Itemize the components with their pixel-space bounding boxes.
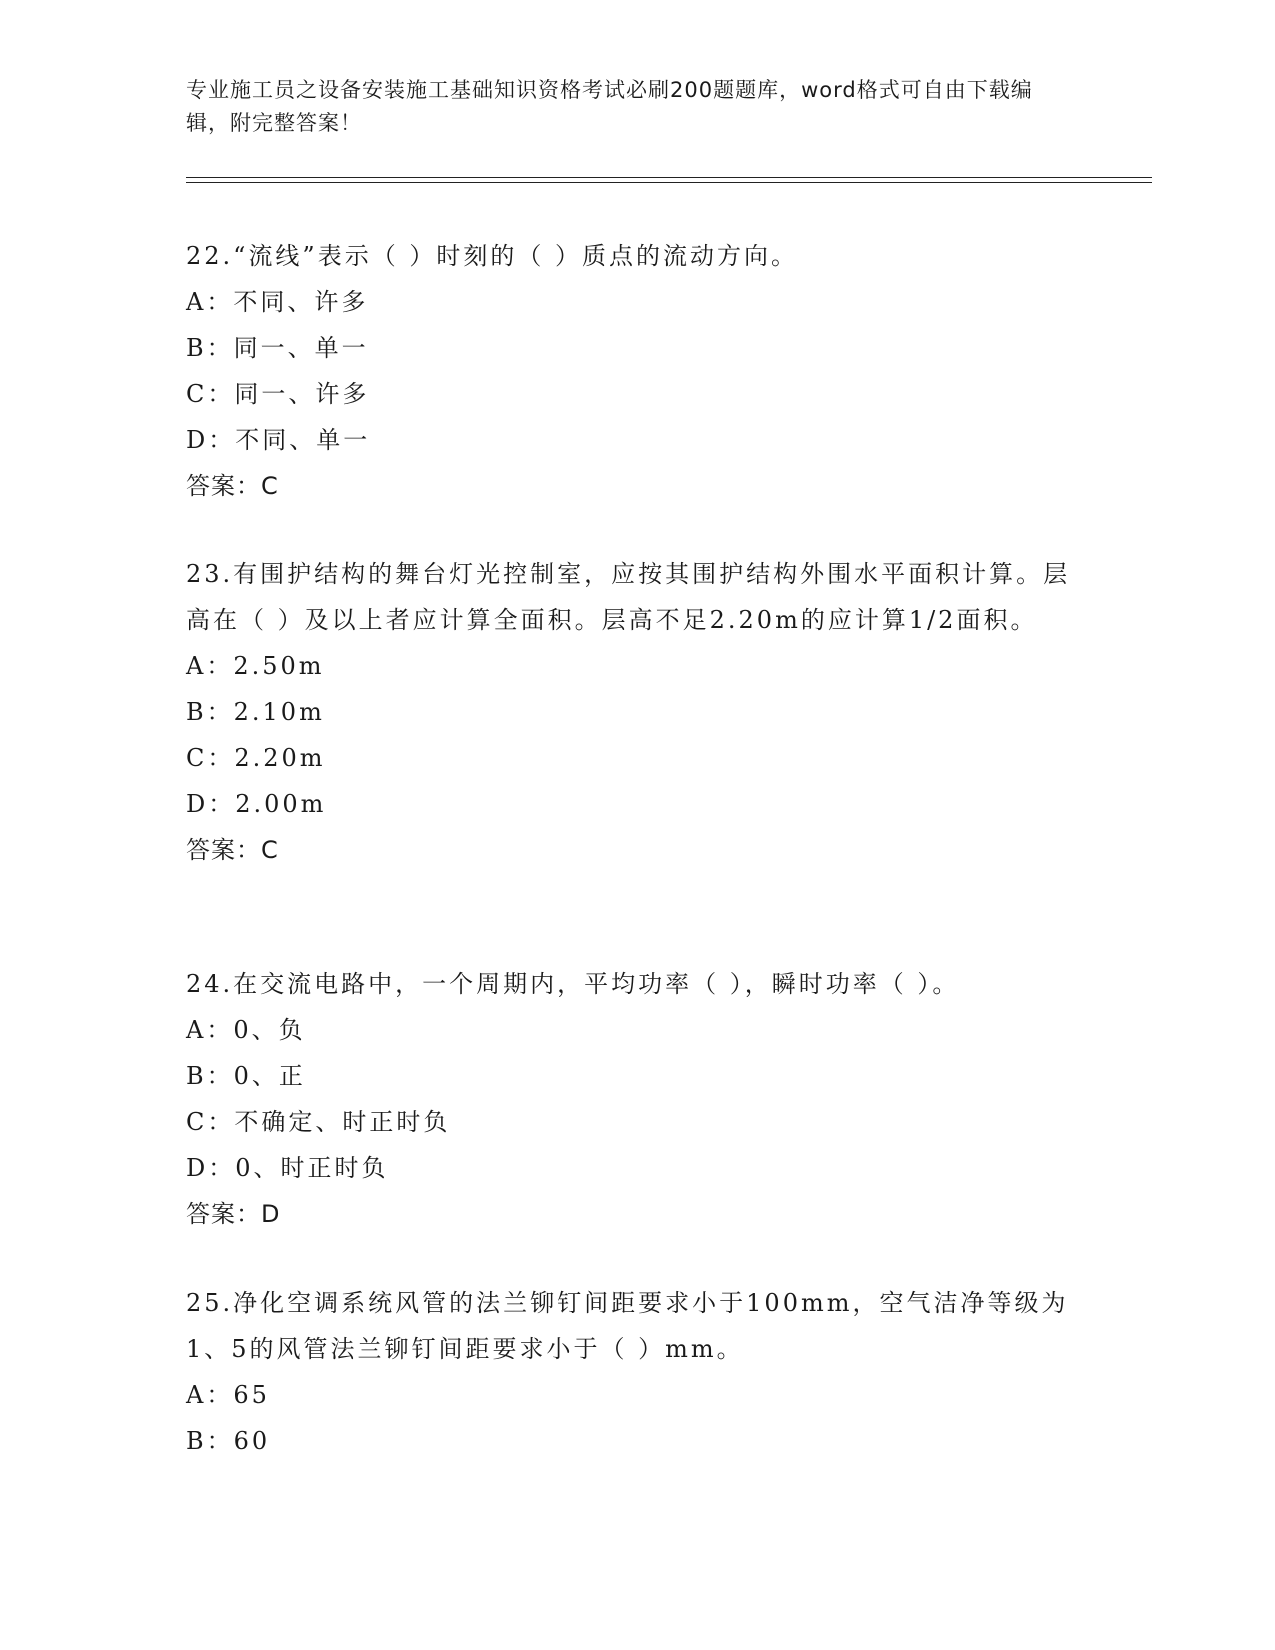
answer-line: 答案：C — [186, 836, 279, 864]
option-b: B：60 — [186, 1427, 271, 1455]
question-stem: 25.净化空调系统风管的法兰铆钉间距要求小于100mm，空气洁净等级为1、5的风管法兰铆钉间距要求小于（ ）mm。 — [186, 1289, 1069, 1363]
option-b: B：同一、单一 — [186, 334, 369, 362]
header-divider-top — [186, 177, 1152, 178]
question-stem: 22.“流线”表示（ ）时刻的（ ）质点的流动方向。 — [186, 242, 798, 270]
option-c: C：不确定、时正时负 — [186, 1108, 451, 1136]
option-c: C：同一、许多 — [186, 380, 370, 408]
question-25 — [186, 1280, 1086, 1464]
question-stem: 24.在交流电路中，一个周期内，平均功率（ ），瞬时功率（ ）。 — [186, 970, 960, 998]
option-d: D：2.00m — [186, 790, 327, 818]
option-b: B：2.10m — [186, 698, 325, 726]
option-b: B：0、正 — [186, 1062, 306, 1090]
option-c: C：2.20m — [186, 744, 326, 772]
answer-line: 答案：D — [186, 1200, 281, 1228]
option-a: A：2.50m — [186, 652, 325, 680]
header-divider-bottom — [186, 182, 1152, 183]
option-d: D：0、时正时负 — [186, 1154, 389, 1182]
answer-line: 答案：C — [186, 472, 279, 500]
option-a: A：0、负 — [186, 1016, 306, 1044]
question-stem: 23.有围护结构的舞台灯光控制室，应按其围护结构外围水平面积计算。层高在（ ）及以上者应计算全面积。层高不足2.20m的应计算1/2面积。 — [186, 560, 1071, 634]
question-22 — [186, 233, 1086, 509]
question-23 — [186, 551, 1086, 873]
option-a: A：65 — [186, 1381, 270, 1409]
question-24 — [186, 961, 1086, 1237]
option-a: A：不同、许多 — [186, 288, 369, 316]
option-d: D：不同、单一 — [186, 426, 371, 454]
document-header: 专业施工员之设备安装施工基础知识资格考试必刷200题题库，word格式可自由下载编辑，附完整答案！ — [186, 78, 1033, 135]
